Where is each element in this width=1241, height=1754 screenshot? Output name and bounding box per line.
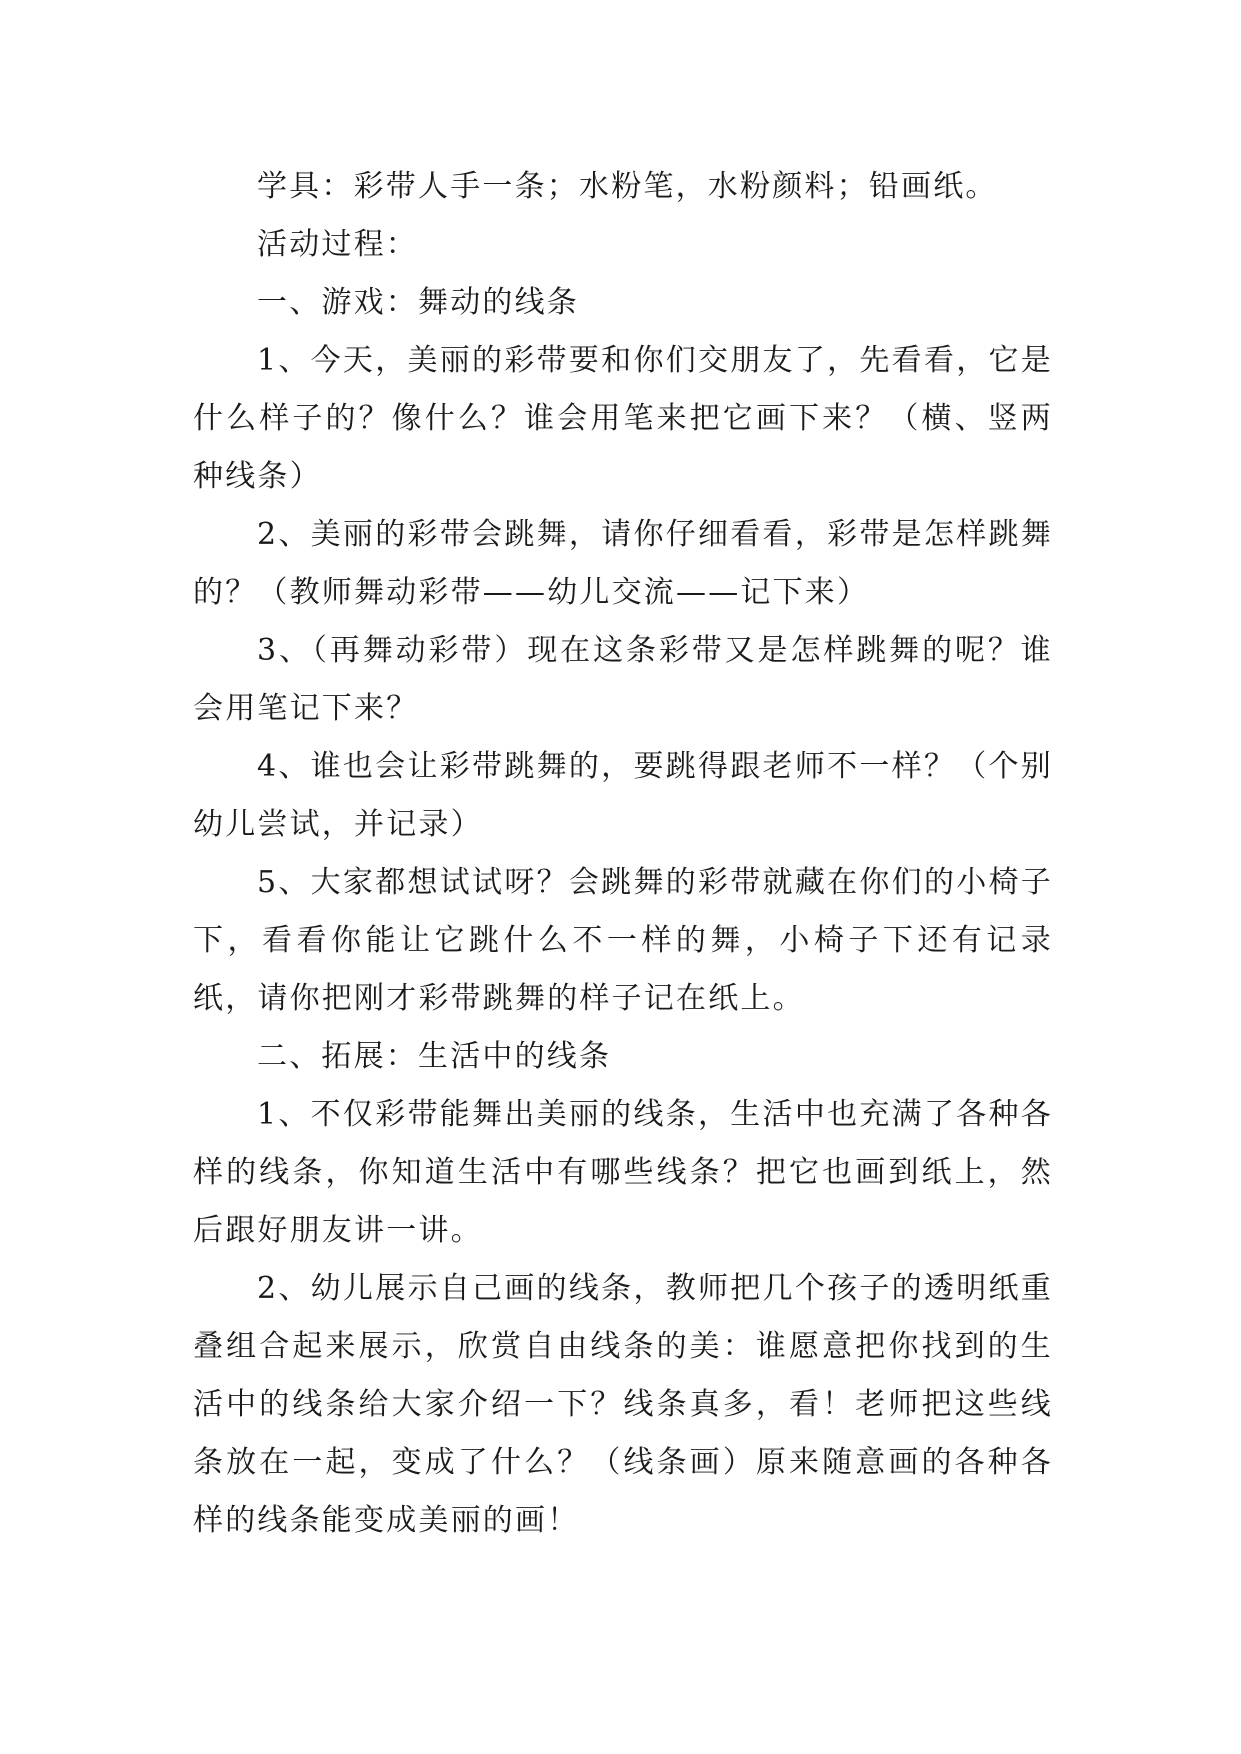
paragraph-game-step-3: 3、（再舞动彩带）现在这条彩带又是怎样跳舞的呢？谁会用笔记下来？ bbox=[193, 633, 1053, 726]
document-body bbox=[193, 158, 1053, 1550]
paragraph-game-step-4: 4、谁也会让彩带跳舞的，要跳得跟老师不一样？（个别幼儿尝试，并记录） bbox=[193, 749, 1053, 842]
paragraph-extension-step-1: 1、不仅彩带能舞出美丽的线条，生活中也充满了各种各样的线条，你知道生活中有哪些线条？把它也画到纸上，然后跟好朋友讲一讲。 bbox=[193, 1097, 1053, 1248]
paragraph-materials: 学具：彩带人手一条；水粉笔，水粉颜料；铅画纸。 bbox=[257, 169, 998, 204]
paragraph-game-step-2: 2、美丽的彩带会跳舞，请你仔细看看，彩带是怎样跳舞的？（教师舞动彩带——幼儿交流——记下来） bbox=[193, 517, 1053, 610]
paragraph-game-step-1: 1、今天，美丽的彩带要和你们交朋友了，先看看，它是什么样子的？像什么？谁会用笔来把它画下来？（横、竖两种线条） bbox=[193, 343, 1053, 494]
section-heading-game: 一、游戏：舞动的线条 bbox=[257, 285, 579, 320]
paragraph-game-step-5: 5、大家都想试试呀？会跳舞的彩带就藏在你们的小椅子下，看看你能让它跳什么不一样的舞，小椅子下还有记录纸，请你把刚才彩带跳舞的样子记在纸上。 bbox=[193, 865, 1053, 1016]
paragraph-process-heading: 活动过程： bbox=[257, 227, 418, 262]
paragraph-extension-step-2: 2、幼儿展示自己画的线条，教师把几个孩子的透明纸重叠组合起来展示，欣赏自由线条的美：谁愿意把你找到的生活中的线条给大家介绍一下？线条真多，看！老师把这些线条放在一起，变成了什么？（线条画）原来随意画的各种各样的线条能变成美丽的画！ bbox=[193, 1271, 1053, 1538]
section-heading-extension: 二、拓展：生活中的线条 bbox=[257, 1039, 612, 1074]
